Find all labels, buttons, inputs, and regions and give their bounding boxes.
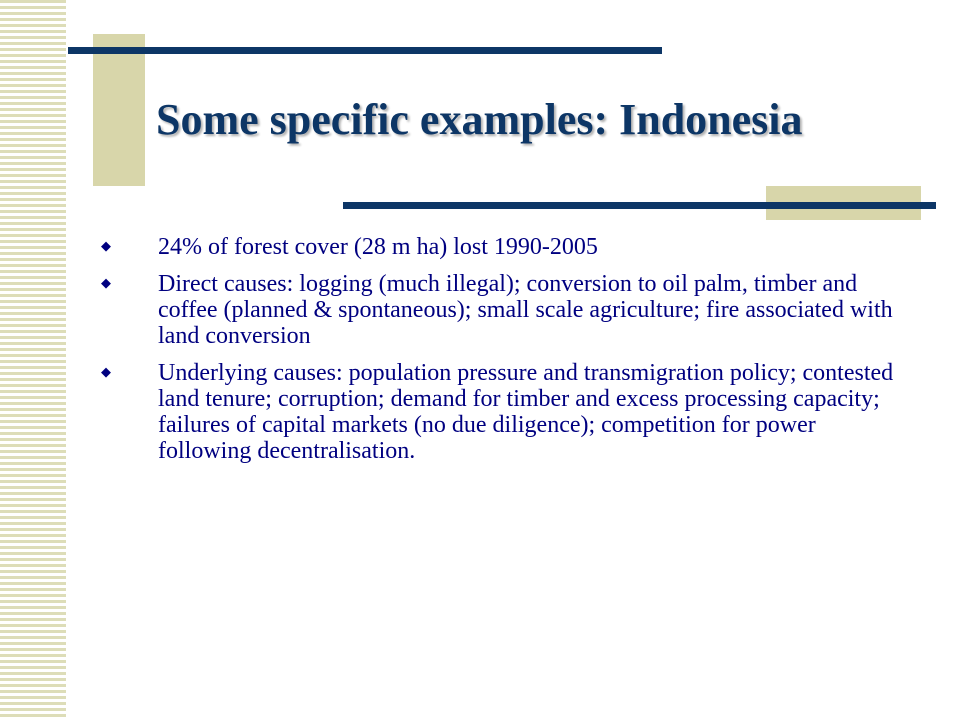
diamond-bullet-icon: ◆ bbox=[101, 238, 111, 253]
slide-title: Some specific examples: Indonesia bbox=[156, 95, 803, 144]
top-decorative-navy-bar bbox=[68, 47, 662, 54]
left-striped-margin bbox=[0, 0, 68, 720]
bullet-text: 24% of forest cover (28 m ha) lost 1990-2005 bbox=[158, 234, 598, 260]
bullet-text: Underlying causes: population pressure and transmigration policy; contested land tenure; corruption; demand for timber and excess processing capacity; failures of capital markets (no due diligence); competition for power following decentralisation. bbox=[158, 360, 894, 464]
bullet-text: Direct causes: logging (much illegal); conversion to oil palm, timber and coffee (planned & spontaneous); small scale agriculture; fire associated with land conversion bbox=[158, 271, 893, 349]
list-item bbox=[96, 234, 896, 260]
bullet-list bbox=[96, 234, 896, 475]
list-item bbox=[96, 271, 896, 349]
title-underline-navy-bar bbox=[343, 202, 936, 209]
top-decorative-tan-block bbox=[93, 34, 145, 186]
diamond-bullet-icon: ◆ bbox=[101, 275, 111, 290]
diamond-bullet-icon: ◆ bbox=[101, 364, 111, 379]
list-item bbox=[96, 360, 896, 464]
